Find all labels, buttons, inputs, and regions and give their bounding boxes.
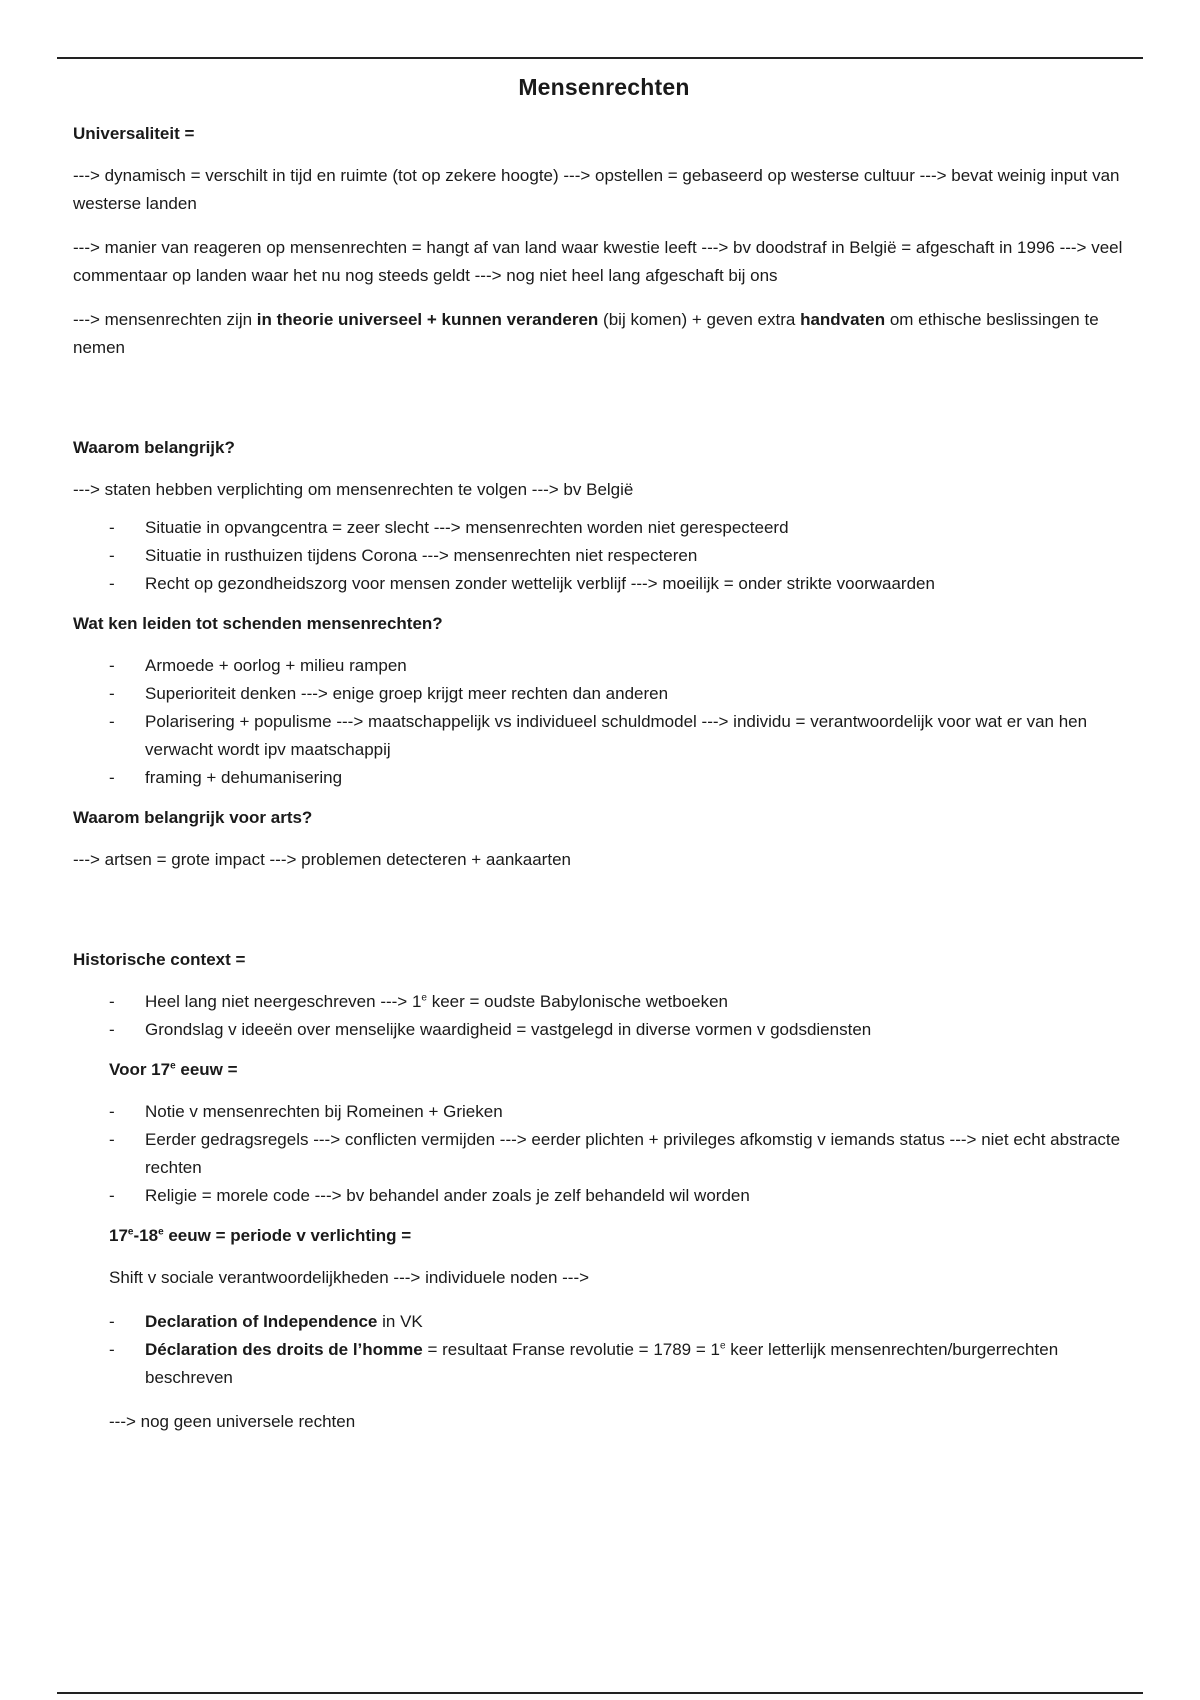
list-item: - Religie = morele code ---> bv behandel ander zoals je zelf behandeld wil worden <box>73 1182 1135 1210</box>
text: om ethische beslissingen te nemen <box>73 310 1099 357</box>
subheading-voor-17e-eeuw <box>109 1060 1135 1080</box>
list-item: - Grondslag v ideeën over menselijke waardigheid = vastgelegd in diverse vormen v godsdiensten <box>73 1016 1135 1044</box>
paragraph: ---> nog geen universele rechten <box>109 1412 356 1431</box>
paragraph: ---> manier van reageren op mensenrechten = hangt af van land waar kwestie leeft ---> bv doodstraf in België = afgeschaft in 1996 ---> veel commentaar op landen waar het nu nog steeds geldt ---> nog niet heel lang afgeschaft bij ons <box>73 238 1123 285</box>
superscript: e <box>421 992 427 1004</box>
list-item: - Situatie in rusthuizen tijdens Corona ---> mensenrechten niet respecteren <box>73 542 1135 570</box>
list-item: - framing + dehumanisering <box>73 764 1135 792</box>
page-title: Mensenrechten <box>518 74 690 100</box>
text: (bij komen) + geven extra <box>598 310 801 329</box>
list-item: - Polarisering + populisme ---> maatschappelijk vs individueel schuldmodel ---> individu = verantwoordelijk voor wat er van hen verwacht wordt ipv maatschappij <box>73 708 1135 764</box>
paragraph: ---> artsen = grote impact ---> problemen detecteren + aankaarten <box>73 850 571 869</box>
list-item: - Situatie in opvangcentra = zeer slecht ---> mensenrechten worden niet gerespecteerd <box>73 514 1135 542</box>
bold-text: in theorie universeel + kunnen veranderen <box>256 310 599 329</box>
list-item: - Eerder gedragsregels ---> conflicten vermijden ---> eerder plichten + privileges afkomstig v iemands status ---> niet echt abstracte rechten <box>73 1126 1135 1182</box>
subheading-verlichting <box>109 1226 1135 1246</box>
heading-universaliteit: Universaliteit = <box>73 124 195 143</box>
bullet-list <box>73 1308 1135 1392</box>
paragraph: ---> staten hebben verplichting om mensenrechten te volgen ---> bv België <box>73 480 634 499</box>
list-item <box>73 1336 1135 1392</box>
superscript: e <box>719 1340 726 1352</box>
text: eeuw = <box>175 1060 238 1079</box>
superscript: e <box>127 1226 134 1238</box>
paragraph: Shift v sociale verantwoordelijkheden ---> individuele noden ---> <box>109 1268 590 1287</box>
document-page <box>73 74 1135 1452</box>
spacer <box>73 890 1135 950</box>
text: keer = oudste Babylonische wetboeken <box>426 992 728 1011</box>
list-item <box>73 988 1135 1016</box>
text: ---> mensenrechten zijn <box>73 310 257 329</box>
list-item: - Armoede + oorlog + milieu rampen <box>73 652 1135 680</box>
text: = resultaat Franse revolutie = 1789 = 1 <box>422 1340 720 1359</box>
text: -18 <box>133 1226 159 1245</box>
heading-waarom-belangrijk: Waarom belangrijk? <box>73 438 235 457</box>
heading-voor-arts: Waarom belangrijk voor arts? <box>73 808 313 827</box>
bullet-list <box>73 652 1135 792</box>
text: Heel lang niet neergeschreven ---> 1 <box>145 992 422 1011</box>
list-item <box>73 1308 1135 1336</box>
list-item: - Superioriteit denken ---> enige groep krijgt meer rechten dan anderen <box>73 680 1135 708</box>
bullet-list <box>73 988 1135 1044</box>
bold-text: handvaten <box>800 310 886 329</box>
heading-schenden: Wat ken leiden tot schenden mensenrechten? <box>73 614 443 633</box>
text: Voor 17 <box>109 1060 171 1079</box>
list-item: - Notie v mensenrechten bij Romeinen + Grieken <box>73 1098 1135 1126</box>
text: keer letterlijk mensenrechten/burgerrechten beschreven <box>145 1340 1059 1387</box>
text: in VK <box>377 1312 423 1331</box>
top-rule <box>57 57 1143 59</box>
superscript: e <box>158 1226 164 1238</box>
bold-text: Declaration of Independence <box>145 1312 378 1331</box>
spacer <box>73 378 1135 438</box>
list-item: - Recht op gezondheidszorg voor mensen zonder wettelijk verblijf ---> moeilijk = onder strikte voorwaarden <box>73 570 1135 598</box>
superscript: e <box>170 1060 176 1072</box>
bottom-rule <box>57 1692 1143 1694</box>
text: eeuw = periode v verlichting = <box>163 1226 412 1245</box>
text: 17 <box>109 1226 128 1245</box>
bold-text: Déclaration des droits de l’homme <box>145 1340 423 1359</box>
heading-historische-context: Historische context = <box>73 950 246 969</box>
bullet-list <box>73 1098 1135 1210</box>
paragraph: ---> dynamisch = verschilt in tijd en ruimte (tot op zekere hoogte) ---> opstellen = gebaseerd op westerse cultuur ---> bevat weinig input van westerse landen <box>73 166 1120 213</box>
paragraph <box>73 306 1135 362</box>
bullet-list <box>73 514 1135 598</box>
